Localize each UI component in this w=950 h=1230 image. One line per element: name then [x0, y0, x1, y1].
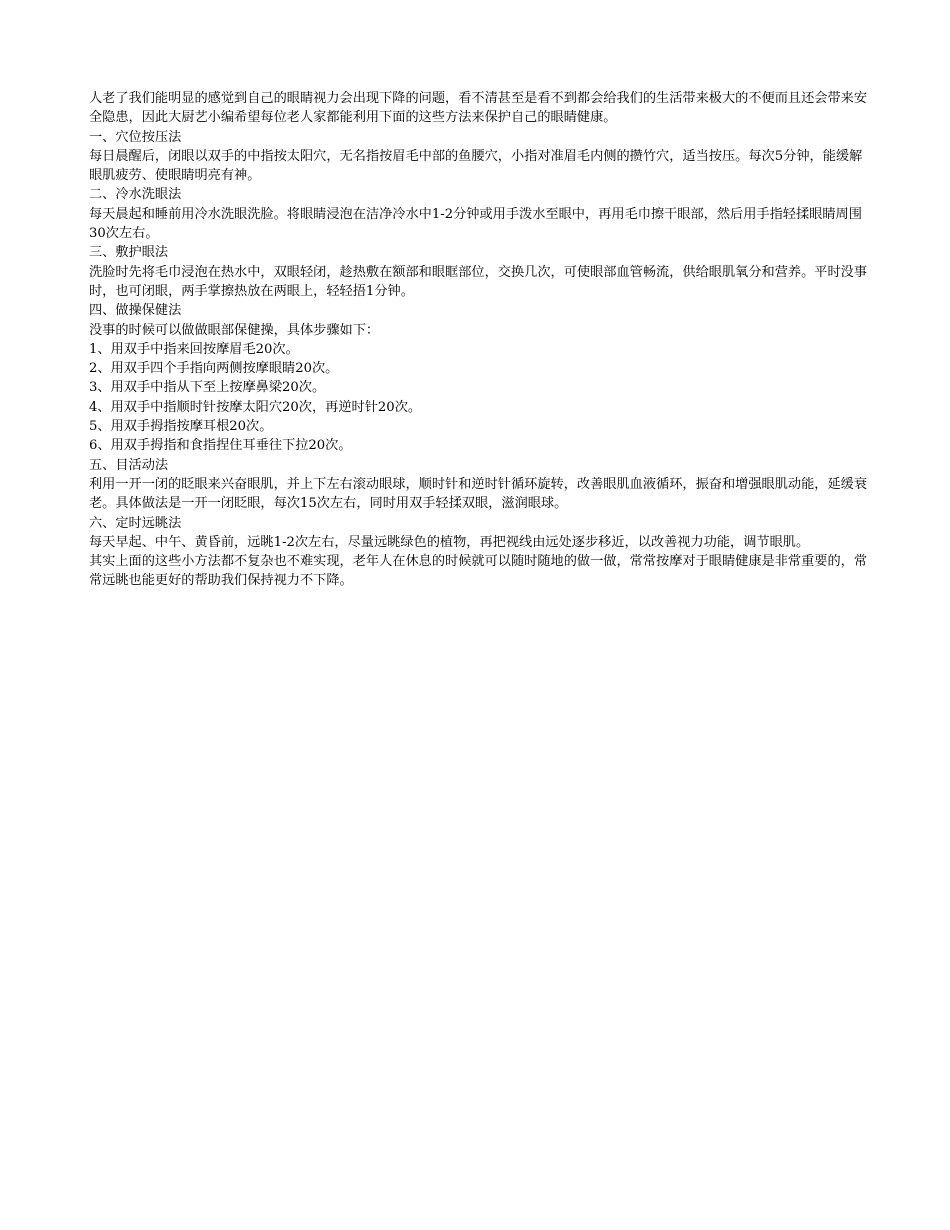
section-heading-exercise: 四、做操保健法 [89, 303, 182, 319]
exercise-step: 3、用双手中指从下至上按摩鼻梁20次。 [89, 380, 326, 396]
section-heading-eye-movement: 五、目活动法 [89, 457, 169, 473]
section-heading-gazing: 六、定时远眺法 [89, 515, 182, 531]
section-body-cold-water: 每天晨起和睡前用冷水洗眼洗脸。将眼睛浸泡在洁净冷水中1-2分钟或用手泼水至眼中，再用毛巾擦干眼部，然后用手指轻揉眼睛周围30次左右。 [89, 206, 862, 242]
section-body-gazing: 每天早起、中午、黄昏前，远眺1-2次左右，尽量远眺绿色的植物，再把视线由远处逐步移近，以改善视力功能，调节眼肌。 [89, 534, 810, 550]
exercise-step: 6、用双手拇指和食指捏住耳垂往下拉20次。 [89, 438, 352, 454]
section-heading-cold-water: 二、冷水洗眼法 [89, 187, 182, 203]
section-heading-compress: 三、敷护眼法 [89, 245, 169, 261]
exercise-step: 1、用双手中指来回按摩眉毛20次。 [89, 341, 299, 357]
intro-paragraph: 人老了我们能明显的感觉到自己的眼睛视力会出现下降的问题，看不清甚至是看不到都会给我们的生活带来极大的不便而且还会带来安全隐患，因此大厨艺小编希望每位老人家都能利用下面的这些方法来保护自己的眼睛健康。 [89, 91, 868, 126]
section-body-compress: 洗脸时先将毛巾浸泡在热水中，双眼轻闭，趁热敷在额部和眼眶部位，交换几次，可使眼部血管畅流，供给眼肌氧分和营养。平时没事时，也可闭眼，两手掌擦热放在两眼上，轻轻捂1分钟。 [89, 264, 868, 299]
section-body-acupressure: 每日晨醒后，闭眼以双手的中指按太阳穴，无名指按眉毛中部的鱼腰穴，小指对准眉毛内侧的攒竹穴，适当按压。每次5分钟，能缓解眼肌疲劳、使眼睛明亮有神。 [89, 148, 863, 184]
document-body [89, 89, 869, 591]
exercise-step: 4、用双手中指顺时针按摩太阳穴20次，再逆时针20次。 [89, 399, 422, 415]
section-body-eye-movement: 利用一开一闭的眨眼来兴奋眼肌，并上下左右滚动眼球，顺时针和逆时针循环旋转，改善眼肌血液循环，振奋和增强眼肌动能，延缓衰老。具体做法是一开一闭眨眼，每次15次左右，同时用双手轻揉双眼，滋润眼球。 [89, 476, 868, 512]
conclusion-paragraph: 其实上面的这些小方法都不复杂也不难实现，老年人在休息的时候就可以随时随地的做一做，常常按摩对于眼睛健康是非常重要的，常常远眺也能更好的帮助我们保持视力不下降。 [89, 554, 868, 589]
section-heading-acupressure: 一、穴位按压法 [89, 129, 182, 145]
section-body-exercise: 没事的时候可以做做眼部保健操，具体步骤如下： [89, 322, 380, 338]
exercise-step: 5、用双手拇指按摩耳根20次。 [89, 419, 273, 435]
exercise-step: 2、用双手四个手指向两侧按摩眼睛20次。 [89, 361, 339, 377]
